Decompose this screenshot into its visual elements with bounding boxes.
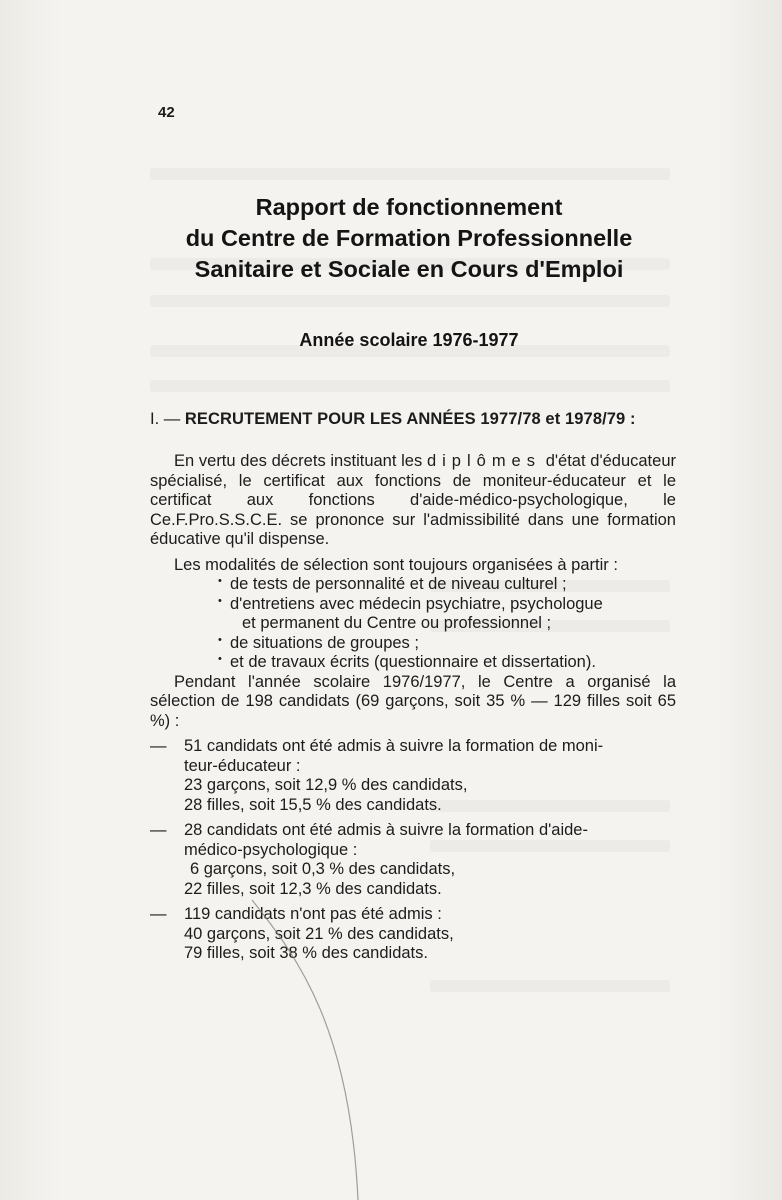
paragraph-modalites: Les modalités de sélection sont toujours organisées à partir : <box>174 555 618 574</box>
list-item <box>150 595 676 615</box>
section-heading <box>150 410 636 429</box>
result-line: 40 garçons, soit 21 % des candidats, <box>184 924 454 943</box>
list-item-text: de tests de personnalité et de niveau culturel ; <box>230 575 567 593</box>
spaced-word: diplômes <box>426 452 541 470</box>
body-text <box>150 452 676 964</box>
title-line: du Centre de Formation Professionnelle <box>185 225 633 251</box>
result-group-head <box>150 821 676 841</box>
paragraph-selection: Pendant l'année scolaire 1976/1977, le Centre a organisé la sélection de 198 candidats (69 garçons, soit 35 % — 129 filles soit 65 %) : <box>150 672 676 730</box>
bullet-icon: • <box>218 575 222 587</box>
bullet-icon: • <box>218 594 222 607</box>
result-line: 23 garçons, soit 12,9 % des candidats, <box>184 776 468 794</box>
result-group-text: 28 candidats ont été admis à suivre la formation d'aide- <box>184 821 588 839</box>
result-group-head <box>150 905 676 925</box>
bullet-icon: • <box>218 653 222 665</box>
list-item <box>150 575 676 595</box>
paragraph-text: d'état d'éducateur spécialisé, le certificat aux fonctions de moniteur-éducateur et le certificat aux fonctions d'aide-médico-psychologique, le Ce.F.Pro.S.S.C.E. se prononce sur l'admissibilité dans une formation éducative qu'il dispense. <box>150 452 676 548</box>
result-line: 79 filles, soit 38 % des candidats. <box>184 944 428 962</box>
dash-marker: — <box>150 821 167 839</box>
title-line: Sanitaire et Sociale en Cours d'Emploi <box>194 256 624 282</box>
result-group-continuation: teur-éducateur : <box>184 756 301 775</box>
result-group-continuation: médico-psychologique : <box>184 840 358 859</box>
list-item <box>150 634 676 654</box>
result-group-text: 51 candidats ont été admis à suivre la formation de moni- <box>184 737 604 755</box>
dash-marker: — <box>150 905 167 923</box>
list-item <box>150 653 676 673</box>
show-through-line <box>150 380 670 392</box>
result-line: 22 filles, soit 12,3 % des candidats. <box>184 879 442 898</box>
document-subtitle: Année scolaire 1976-1977 <box>299 330 519 350</box>
list-item-text: et de travaux écrits (questionnaire et dissertation). <box>230 653 596 671</box>
section-number: I. — <box>150 410 181 428</box>
list-item-text: de situations de groupes ; <box>230 633 419 652</box>
result-group-text: 119 candidats n'ont pas été admis : <box>184 905 442 923</box>
show-through-line <box>150 168 670 180</box>
list-item-continuation: et permanent du Centre ou professionnel ; <box>242 614 552 632</box>
section-title: RECRUTEMENT POUR LES ANNÉES 1977/78 et 1978/79 : <box>184 410 636 428</box>
document-title <box>150 192 668 285</box>
bullet-icon: • <box>218 633 222 646</box>
result-line: 28 filles, soit 15,5 % des candidats. <box>184 795 442 814</box>
show-through-line <box>150 295 670 307</box>
dash-marker: — <box>150 737 167 755</box>
title-line: Rapport de fonctionnement <box>255 194 563 220</box>
page-number: 42 <box>158 104 175 121</box>
result-group-head <box>150 737 676 757</box>
list-item-text: d'entretiens avec médecin psychiatre, psychologue <box>230 594 603 613</box>
paragraph-decrets <box>150 452 676 550</box>
result-line: 6 garçons, soit 0,3 % des candidats, <box>190 860 456 878</box>
show-through-line <box>430 980 670 992</box>
paragraph-text: En vertu des décrets instituant les <box>174 452 423 470</box>
